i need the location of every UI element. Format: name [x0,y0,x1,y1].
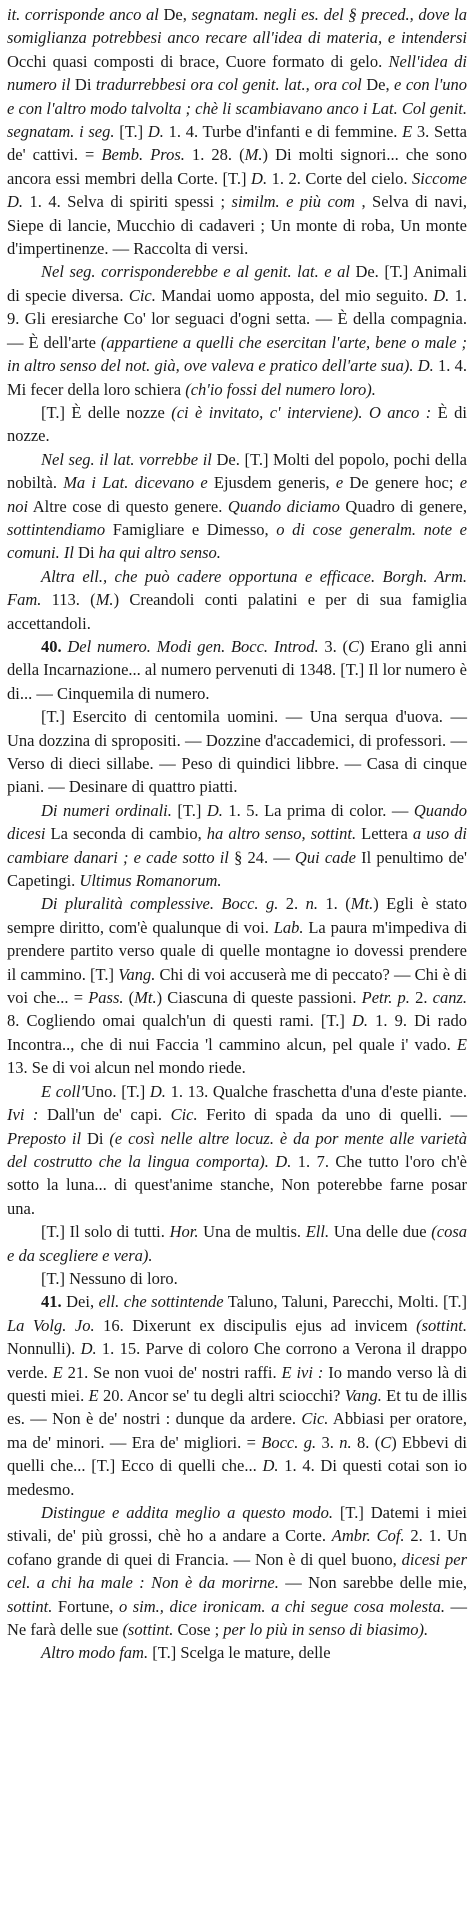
para-genit-lat: Nel seg. corrisponderebbe e al genit. lat. e al De. [T.] Animali di specie diversa. Cic. Mandai uomo apposta, del mio seguito. D. 1. 9. Gli eresiarche Co' lor seguaci d'ogni setta. — È della compagnia. — È dell'arte (appartiene a quelli che esercitan l'arte, bene o male ; in altro senso del not. già, ove valeva e pratico dell'arte sua). D. 1. 4. Mi fecer della loro schiera (ch'io fossi del numero loro). [7,262,468,399]
para-nozze: [T.] È delle nozze (ci è invitato, c' interviene). O anco : È di nozze. [7,402,467,446]
para-continuation-de: it. corrisponde anco al De, segnatam. negli es. del § preced., dove la somiglianza potrebbesi anco recare all'idea di materia, e intendersi Occhi quasi composti di brace, Cuore formato di gelo. Nell'idea di numero il Di tradurrebbesi ora col genit. lat., ora col De, e con l'uno e con l'altro modo talvolta ; chè li scambiavano anco i Lat. Col genit. segnatam. i seg. [T.] D. 1. 4. Turbe d'infanti e di femmine. E 3. Setta de' cattivi. = Bemb. Pros. 1. 28. (M.) Di molti signori... che sono ancora essi membri della Corte. [T.] D. 1. 2. Corte del cielo. Siccome D. 1. 4. Selva di spiriti spessi ; similm. e più com , Selva di navi, Siepe di lancie, Mucchio di cadaveri ; Un monte di roba, Un monte d'impertinenze. — Raccolta di versi. [7,5,468,259]
para-solo-di-tutti: [T.] Il solo di tutti. Hor. Una de multis. Ell. Una delle due (cosa e da scegliere e vera). [7,1222,467,1265]
para-distingue: Distingue e addita meglio a questo modo. [T.] Datemi i miei stivali, de' più grossi, chè ho a andare a Corte. Ambr. Cof. 2. 1. Un cofano grande di quei di Francia. — Non è di quel buono, dicesi per cel. a chi ha male : Non è da morirne. — Non sarebbe delle mie, sottint. Fortune, o sim., dice ironicam. a chi segue cosa molesta. — Ne farà delle sue (sottint. Cose ; per lo più in senso di biasimo). [7,1503,468,1640]
para-pluralita: Di pluralità complessive. Bocc. g. 2. n. 1. (Mt.) Egli è stato sempre diritto, com'è qualunque di voi. Lab. La paura m'impediva di prendere partito verso quale di quelle montagne io dovessi prendere il cammino. [T.] Vang. Chi di voi accuserà me di peccato? — Chi è di voi che... = Pass. (Mt.) Ciascuna di queste passioni. Petr. p. 2. canz. 8. Cogliendo omai qualch'un di questi rami. [T.] D. 1. 9. Di rado Incontra.., che di nui Faccia 'l cammino alcun, pel quale i' vado. E 13. Se di voi alcun nel mondo riede. [7,894,468,1078]
para-coll-uno: E coll'Uno. [T.] D. 1. 13. Qualche fraschetta d'una d'este piante. Ivi : Dall'un de' capi. Cic. Ferito di spada da uno di quelli. — Preposto il Di (e così nelle altre locuz. è da por mente alle varietà del costrutto che la lingua comporta). D. 1. 7. Che tutto l'oro ch'è sotto la luna... di quest'anime stanche, Non poterebbe farne posar una. [7,1081,468,1218]
para-altra-ell: Altra ell., che può cadere opportuna e efficace. Borgh. Arm. Fam. 113. (M.) Creandoli conti palatini e per di sua famiglia accettandoli. [7,566,467,633]
para-nessuno: [T.] Nessuno di loro. [41,1268,178,1288]
para-numeri-ordinali: Di numeri ordinali. [T.] D. 1. 5. La prima di color. — Quando dicesi La seconda di cambio, ha altro senso, sottint. Lettera a uso di cambiare danari ; e cade sotto il § 24. — Qui cade Il penultimo de' Capetingi. Ultimus Romanorum. [7,800,468,891]
para-40-numero: 40. Del numero. Modi gen. Bocc. Introd. 3. (C) Erano gli anni della Incarnazione... al numero pervenuti di 1348. [T.] Il lor numero è di... — Cinquemila di numero. [7,636,468,703]
para-lat-de: Nel seg. il lat. vorrebbe il De. [T.] Molti del popolo, pochi della nobiltà. Ma i Lat. dicevano e Ejusdem generis, e De genere hoc; e noi Altre cose di questo genere. Quando diciamo Quadro di genere, sottintendiamo Famigliare e Dimesso, o di cose generalm. note e comuni. Il Di ha qui altro senso. [7,449,468,563]
para-esercito: [T.] Esercito di centomila uomini. — Una serqua d'uova. — Una dozzina di spropositi. — Dozzine d'accademici, di professori. — Verso di dieci sillabe. — Peso di quindici libbre. — Casa di cinque piani. — Desinare di quattro piatti. [7,707,467,797]
para-41-dei: 41. Dei, ell. che sottintende Taluno, Taluni, Parecchi, Molti. [T.] La Volg. Jo. 16. Dixerunt ex discipulis ejus ad invicem (sottint. Nonnulli). D. 1. 15. Parve di coloro Che corrono a Verona il drappo verde. E 21. Se non vuoi de' nostri raffi. E ivi : Io mando verso là di questi miei. E 20. Ancor se' tu degli altri sciocchi? Vang. Et tu de illis es. — Non è de' nostri : dunque da ardere. Cic. Abbiasi per oratore, ma de' minori. — Era de' migliori. = Bocc. g. 3. n. 8. (C) Ebbevi di quelli che... [T.] Ecco di quelli che... D. 1. 4. Di questi cotai son io medesmo. [7,1292,467,1499]
para-altro-modo: Altro modo fam. [T.] Scelga le mature, delle [41,1643,331,1663]
